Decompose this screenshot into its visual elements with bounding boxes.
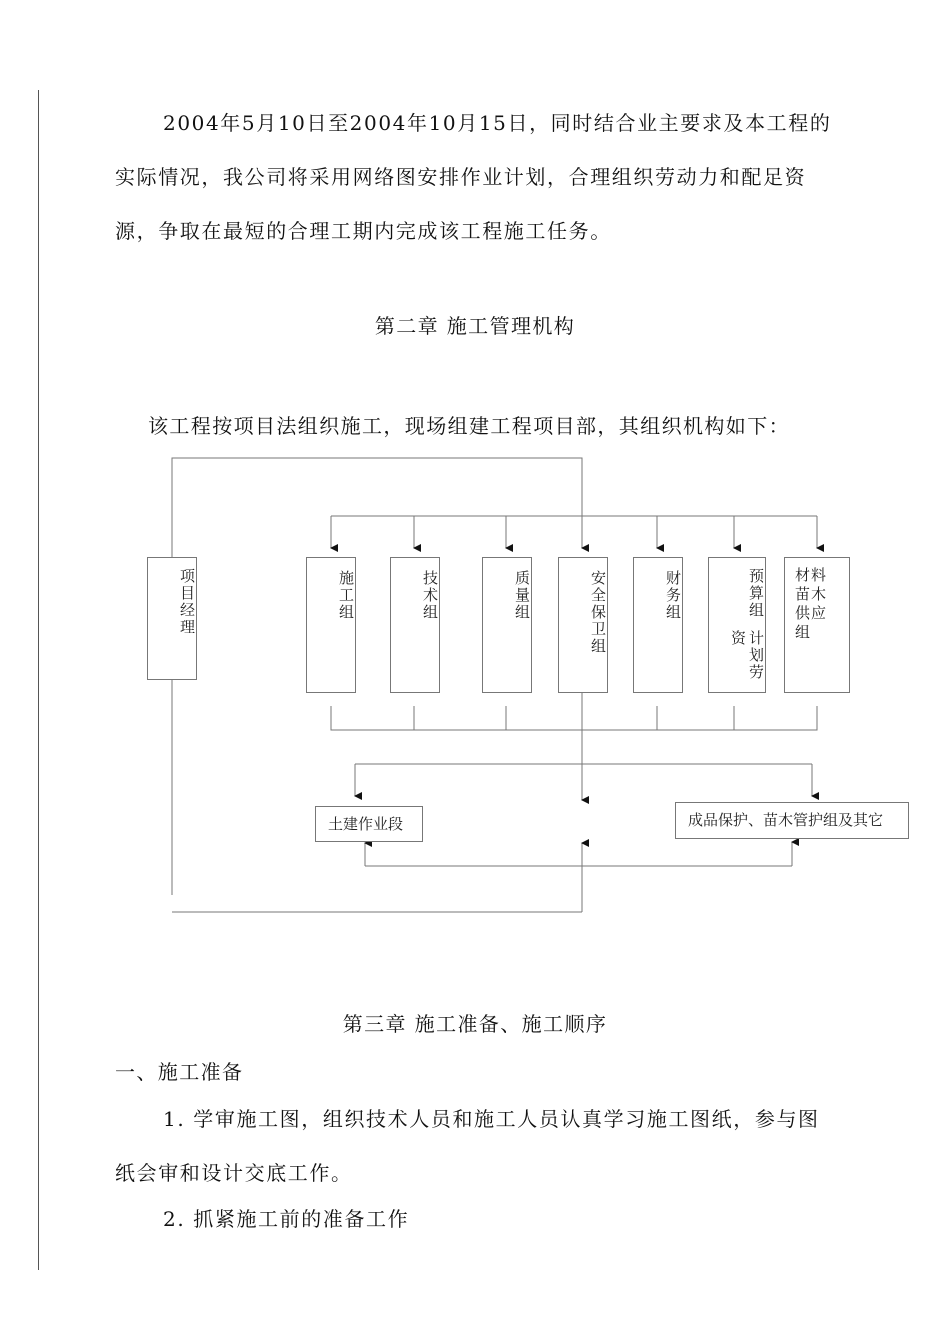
finance-group-label: 财务组 — [664, 570, 682, 621]
civil-section-box — [315, 806, 423, 842]
planning-budget-group-box — [708, 557, 766, 693]
safety-group-label: 安全保卫组 — [589, 570, 607, 655]
chapter-3-title: 第三章 施工准备、施工顺序 — [342, 1012, 608, 1036]
item-2-paragraph: 2. 抓紧施工前的准备工作 — [163, 1207, 410, 1231]
intro-paragraph: 2004年5月10日至2004年10月15日，同时结合业主要求及本工程的实际情况，我公司将采用网络图安排作业计划，合理组织劳动力和配足资源，争取在最短的合理工期内完成该工程施工任务。 — [115, 111, 832, 243]
construction-group-label: 施工组 — [337, 570, 355, 621]
protection-section-label: 成品保护、苗木管护组及其它 — [688, 811, 884, 829]
planning-labor-label: 计划劳资 — [729, 630, 765, 681]
construction-group-box — [306, 557, 356, 693]
item-1-paragraph: 1. 学审施工图，组织技术人员和施工人员认真学习施工图纸，参与图纸会审和设计交底工作。 — [115, 1107, 820, 1185]
materials-group-box — [784, 557, 850, 693]
quality-group-box — [482, 557, 532, 693]
finance-group-box — [633, 557, 683, 693]
section-1-title: 一、施工准备 — [115, 1060, 244, 1084]
civil-section-label: 土建作业段 — [328, 815, 404, 833]
safety-group-box — [558, 557, 608, 693]
protection-section-box — [675, 802, 909, 839]
manager-top-connector — [172, 458, 582, 557]
tech-group-box — [390, 557, 440, 693]
group-collection-bar — [331, 706, 817, 730]
project-manager-label: 项目经理 — [178, 568, 196, 636]
project-manager-box — [147, 557, 197, 680]
budget-group-label: 预算组 — [747, 568, 765, 619]
tech-group-label: 技术组 — [421, 570, 439, 621]
org-intro-text: 该工程按项目法组织施工，现场组建工程项目部，其组织机构如下： — [148, 414, 790, 438]
quality-group-label: 质量组 — [513, 570, 531, 621]
org-chart — [0, 440, 950, 940]
chapter-2-title: 第二章 施工管理机构 — [374, 314, 576, 338]
materials-group-label: 材料苗木供应组 — [795, 566, 828, 641]
